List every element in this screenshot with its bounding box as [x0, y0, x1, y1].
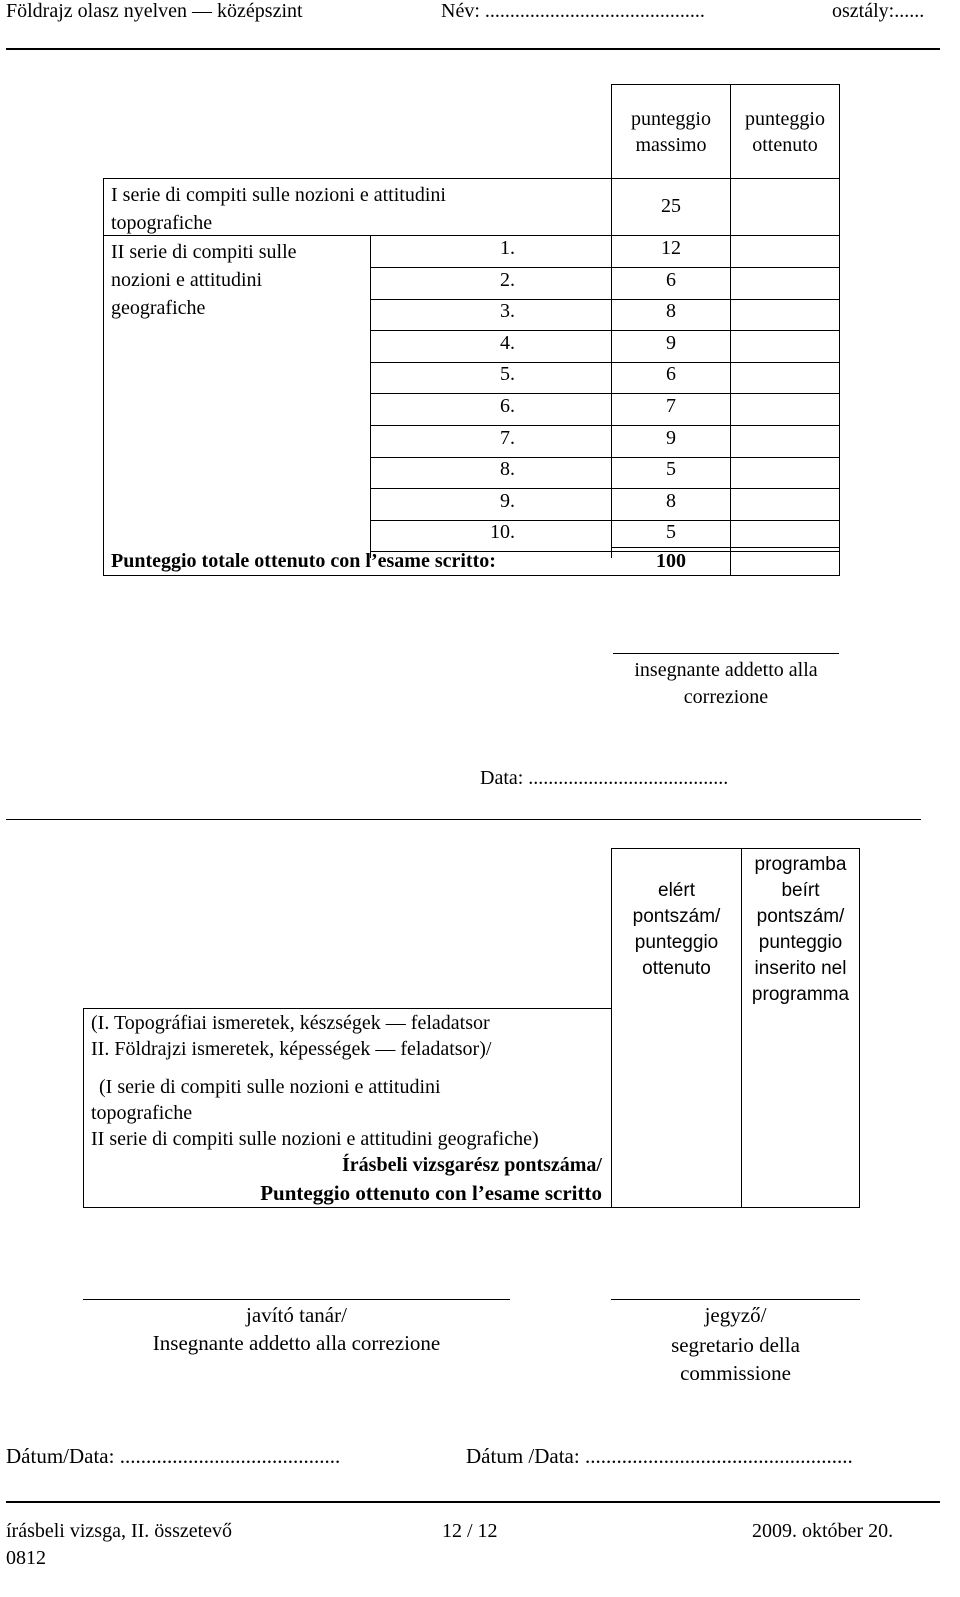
- header-rule: [6, 48, 940, 50]
- header-subject: Földrajz olasz nyelven — középszint: [6, 0, 303, 22]
- task-max-score: 6: [666, 269, 676, 291]
- summary-line-7: Punteggio ottenuto con l’esame scritto: [260, 1181, 602, 1205]
- summary-line-4: topografiche: [91, 1102, 193, 1124]
- sig-right-role-it: segretario della commissione: [671, 1333, 800, 1385]
- sig-right-role-hu: jegyző/: [704, 1303, 767, 1327]
- col-header-got: punteggio ottenuto: [745, 108, 825, 156]
- signature-line-right: [611, 1299, 860, 1300]
- task-max-score: 12: [661, 237, 681, 259]
- task-number: 8.: [500, 458, 515, 480]
- task-max-score: 8: [666, 490, 676, 512]
- footer-date: 2009. október 20.: [752, 1520, 894, 1542]
- date-left: Dátum/Data: ..........................................: [6, 1444, 341, 1468]
- task-number: 6.: [500, 395, 515, 417]
- summary-line-6: Írásbeli vizsgarész pontszáma/: [342, 1154, 602, 1176]
- task-number: 5.: [500, 363, 515, 385]
- footer-page: 12 / 12: [442, 1520, 498, 1542]
- task-max-score: 5: [666, 458, 676, 480]
- total-max: 100: [656, 550, 686, 572]
- sig-left-role-it: Insegnante addetto alla correzione: [152, 1331, 441, 1355]
- series2-label: II serie di compiti sulle nozioni e attitudini geografiche: [111, 241, 297, 319]
- date-right: Dátum /Data: ...................................................: [466, 1444, 853, 1468]
- summary-line-5: II serie di compiti sulle nozioni e attitudini geografiche): [91, 1128, 539, 1150]
- task-max-score: 9: [666, 427, 676, 449]
- footer-left: írásbeli vizsga, II. összetevő: [6, 1520, 233, 1542]
- sig-left-role-hu: javító tanár/: [246, 1303, 347, 1327]
- task-number: 4.: [500, 332, 515, 354]
- task-max-score: 8: [666, 300, 676, 322]
- col-header-elert: elért pontszám/ punteggio ottenuto: [632, 880, 721, 979]
- task-number: 10.: [490, 521, 515, 543]
- task-max-score: 7: [666, 395, 676, 417]
- summary-line-3: (I serie di compiti sulle nozioni e attitudini: [99, 1076, 441, 1098]
- task-number: 1.: [500, 237, 515, 259]
- task-max-score: 9: [666, 332, 676, 354]
- col-header-programba: programba beírt pontszám/ punteggio inserito nel programma: [751, 854, 850, 1005]
- signature-1-label: insegnante addetto alla correzione: [634, 659, 818, 708]
- task-number: 9.: [500, 490, 515, 512]
- signature-line-1: [613, 653, 839, 654]
- task-number: 2.: [500, 269, 515, 291]
- signature-line-left: [83, 1299, 510, 1300]
- summary-line-2: II. Földrajzi ismeretek, képességek — feladatsor)/: [91, 1038, 492, 1060]
- total-label: Punteggio totale ottenuto con l’esame scritto:: [111, 550, 496, 572]
- footer-code: 0812: [6, 1547, 46, 1569]
- footer-rule: [6, 1501, 940, 1503]
- task-number: 3.: [500, 300, 515, 322]
- task-max-score: 6: [666, 363, 676, 385]
- task-max-score: 5: [666, 521, 676, 543]
- section-divider: [6, 819, 921, 820]
- col-header-max: punteggio massimo: [631, 108, 711, 156]
- series1-max: 25: [661, 195, 681, 217]
- date-1: Data: ........................................: [480, 767, 729, 789]
- summary-line-1: (I. Topográfiai ismeretek, készségek — feladatsor: [91, 1012, 490, 1034]
- task-number: 7.: [500, 427, 515, 449]
- header-name-field: Név: ............................................: [441, 0, 705, 22]
- series1-label: I serie di compiti sulle nozioni e attitudini topografiche: [111, 184, 446, 234]
- header-class-field: osztály:......: [832, 0, 925, 22]
